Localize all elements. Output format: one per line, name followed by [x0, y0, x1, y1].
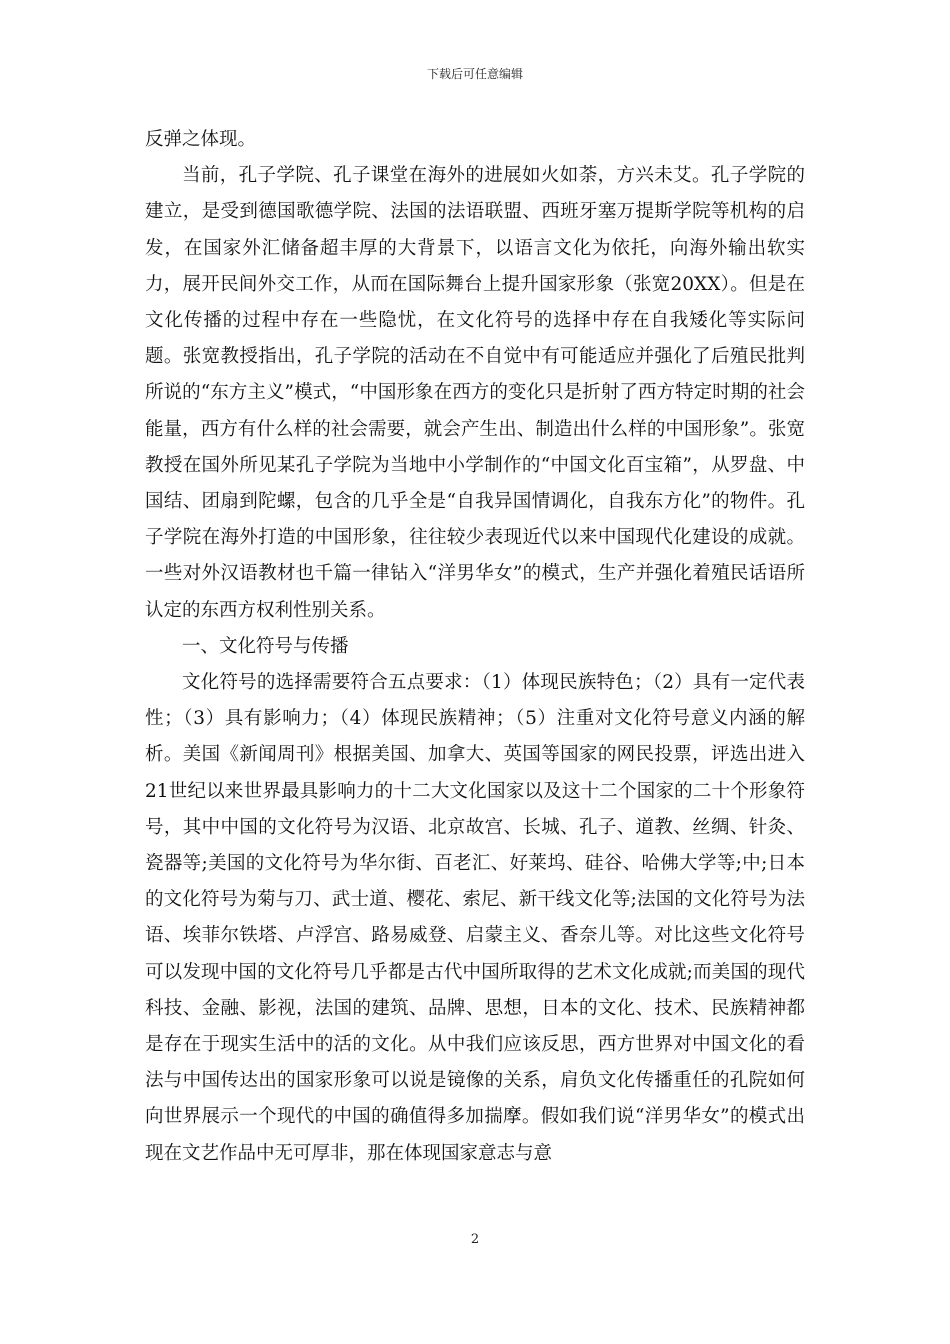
paragraph: 文化符号的选择需要符合五点要求：（1）体现民族特色；（2）具有一定代表性；（3）具有影响力；（4）体现民族精神；（5）注重对文化符号意义内涵的解析。美国《新闻周刊》根据美国、加拿大、英国等国家的网民投票，评选出进入21世纪以来世界最具影响力的十二大文化国家以及这十二个国家的二十个形象符号，其中中国的文化符号为汉语、北京故宫、长城、孔子、道教、丝绸、针灸、瓷器等;美国的文化符号为华尔街、百老汇、好莱坞、硅谷、哈佛大学等;中;日本的文化符号为菊与刀、武士道、樱花、索尼、新干线文化等;法国的文化符号为法语、埃菲尔铁塔、卢浮宫、路易威登、启蒙主义、香奈儿等。对比这些文化符号可以发现中国的文化符号几乎都是古代中国所取得的艺术文化成就;而美国的现代科技、金融、影视，法国的建筑、品牌、思想，日本的文化、技术、民族精神都是存在于现实生活中的活的文化。从中我们应该反思，西方世界对中国文化的看法与中国传达出的国家形象可以说是镜像的关系，肩负文化传播重任的孔院如何向世界展示一个现代的中国的确值得多加揣摩。假如我们说“洋男华女”的模式出现在文艺作品中无可厚非，那在体现国家意志与意: [145, 672, 805, 1164]
paragraph: 当前，孔子学院、孔子课堂在海外的进展如火如荼，方兴未艾。孔子学院的建立，是受到德国歌德学院、法国的法语联盟、西班牙塞万提斯学院等机构的启发，在国家外汇储备超丰厚的大背景下，以语言文化为依托，向海外输出软实力，展开民间外交工作，从而在国际舞台上提升国家形象（张宽20XX）。但是在文化传播的过程中存在一些隐忧，在文化符号的选择中存在自我矮化等实际问题。张宽教授指出，孔子学院的活动在不自觉中有可能适应并强化了后殖民批判所说的“东方主义”模式，“中国形象在西方的变化只是折射了西方特定时期的社会能量，西方有什么样的社会需要，就会产生出、制造出什么样的中国形象”。张宽教授在国外所见某孔子学院为当地中小学制作的“中国文化百宝箱”，从罗盘、中国结、团扇到陀螺，包含的几乎全是“自我异国情调化，自我东方化”的物件。孔子学院在海外打造的中国形象，往往较少表现近代以来中国现代化建设的成就。一些对外汉语教材也千篇一律钻入“洋男华女”的模式，生产并强化着殖民话语所认定的东西方权利性别关系。: [145, 165, 805, 621]
paragraph: 反弹之体现。: [145, 129, 257, 150]
page-number: 2: [470, 1232, 480, 1247]
page-header: 下载后可任意编辑: [426, 67, 523, 81]
body-text: [145, 122, 805, 1172]
section-heading: 一、文化符号与传播: [182, 635, 349, 657]
